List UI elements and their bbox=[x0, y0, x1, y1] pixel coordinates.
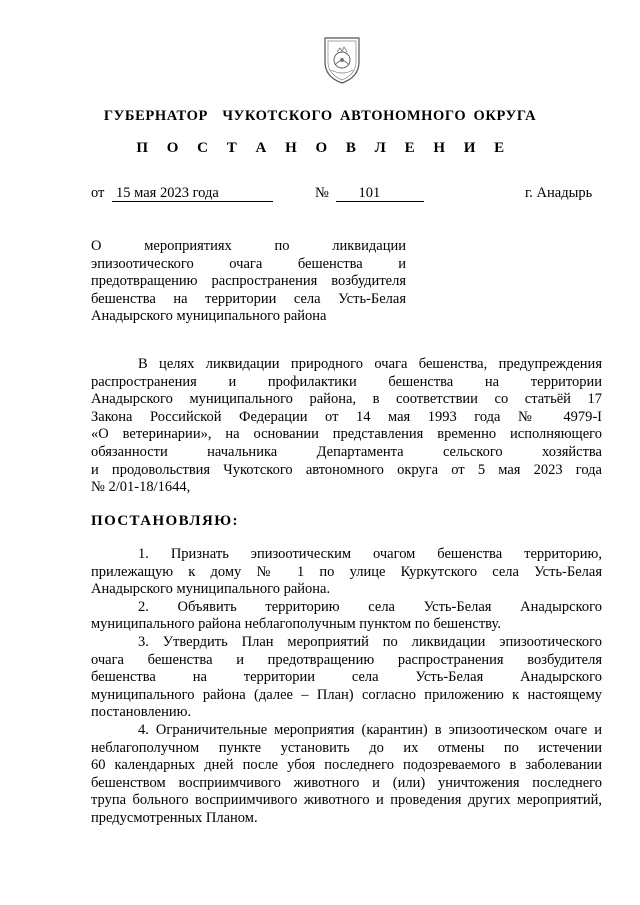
item-line: трупа больного восприимчивого животного и проведения других мероприятий, bbox=[91, 792, 602, 809]
subject-line: О мероприятиях по ликвидации bbox=[91, 238, 406, 254]
preamble-line: № 2/01-18/1644, bbox=[91, 479, 191, 496]
preamble-line: Анадырского муниципального района, в соответствии со статьёй 17 bbox=[91, 391, 602, 408]
item-line: неблагополучном пункте установить до их отмены по истечении bbox=[91, 739, 602, 756]
preamble-line: распространения и профилактики бешенства на территории bbox=[91, 373, 602, 390]
subject-line: эпизоотического очага бешенства и bbox=[91, 255, 406, 272]
item-line: бешенства на территории села Усть-Белая Анадырского bbox=[91, 669, 602, 686]
item-line: постановлению. bbox=[91, 704, 192, 721]
decree-items bbox=[91, 546, 602, 828]
number-block bbox=[315, 185, 424, 202]
item-line: очага бешенства и предотвращению распространения возбудителя bbox=[91, 651, 602, 668]
preamble bbox=[91, 356, 602, 497]
subject-line: предотвращению распространения возбудителя bbox=[91, 273, 406, 290]
organization-title: ГУБЕРНАТОР ЧУКОТСКОГО АВТОНОМНОГО ОКРУГА bbox=[103, 108, 537, 124]
item-line: 1. Признать эпизоотическим очагом бешенства территорию, bbox=[138, 546, 602, 562]
subject-line: бешенства на территории села Усть-Белая bbox=[91, 290, 406, 307]
date-prefix: от bbox=[91, 185, 105, 201]
coat-of-arms-emblem bbox=[315, 32, 369, 86]
item-line: Анадырского муниципального района. bbox=[91, 581, 331, 598]
preamble-line: В целях ликвидации природного очага бешенства, предупреждения bbox=[138, 356, 602, 372]
item-line: прилежащую к дому № 1 по улице Куркутского села Усть-Белая bbox=[91, 563, 602, 580]
item-line: 60 календарных дней после убоя последнего подозреваемого в заболевании bbox=[91, 757, 602, 774]
subject-line: Анадырского муниципального района bbox=[91, 308, 327, 325]
preamble-line: Закона Российской Федерации от 14 мая 1993 года № 4979-I bbox=[91, 408, 602, 425]
item-line: бешенством восприимчивого животного и (или) уничтожения последнего bbox=[91, 774, 602, 791]
document-type: П О С Т А Н О В Л Е Н И Е bbox=[136, 140, 512, 156]
number-prefix: № bbox=[315, 185, 329, 201]
preamble-line: и продовольствия Чукотского автономного округа от 5 мая 2023 года bbox=[91, 461, 602, 478]
item-line: 2. Объявить территорию села Усть-Белая Анадырского bbox=[138, 598, 602, 615]
document-date: 15 мая 2023 года bbox=[112, 186, 273, 202]
document-subject bbox=[91, 238, 406, 326]
item-line: 3. Утвердить План мероприятий по ликвидации эпизоотического bbox=[138, 633, 602, 650]
document-number: 101 bbox=[336, 186, 424, 202]
document-city: г. Анадырь bbox=[525, 185, 593, 201]
date-block bbox=[91, 185, 273, 202]
preamble-line: обязанности начальника Департамента сельского хозяйства bbox=[91, 443, 602, 460]
preamble-line: «О ветеринарии», на основании представления временно исполняющего bbox=[91, 426, 602, 443]
item-line: 4. Ограничительные мероприятия (карантин) в эпизоотическом очаге и bbox=[138, 721, 602, 738]
decree-label: ПОСТАНОВЛЯЮ: bbox=[91, 513, 239, 529]
item-line: предусмотренных Планом. bbox=[91, 809, 258, 826]
item-line: муниципального района неблагополучным пунктом по бешенству. bbox=[91, 616, 501, 633]
item-line: муниципального района (далее – План) согласно приложению к настоящему bbox=[91, 686, 602, 703]
